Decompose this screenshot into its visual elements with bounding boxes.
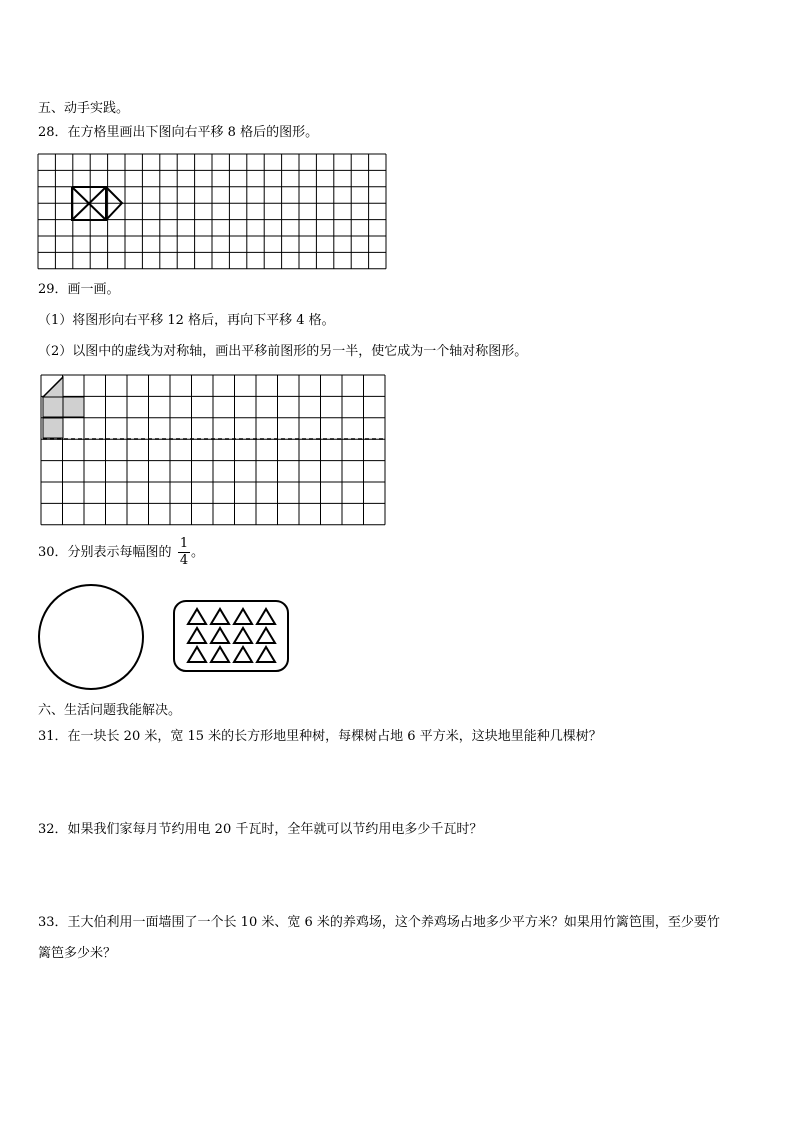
grid-q29 <box>41 375 385 525</box>
triangle-icon <box>257 647 275 662</box>
question-32: 32．如果我们家每月节约用电 20 千瓦时，全年就可以节约用电多少千瓦时？ <box>38 822 483 837</box>
triangle-icon <box>234 647 252 662</box>
triangle-icon <box>234 609 252 624</box>
triangle-icon <box>211 647 229 662</box>
triangle-icon <box>188 609 206 624</box>
triangles-group <box>188 609 275 662</box>
triangle-icon <box>211 628 229 643</box>
question-33-line1: 33．王大伯利用一面墙围了一个长 10 米、宽 6 米的养鸡场，这个养鸡场占地多少平方米？如果用竹篱笆围，至少要竹 <box>38 915 720 930</box>
triangle-icon <box>211 609 229 624</box>
fraction-numerator: 1 <box>179 536 189 551</box>
triangle-icon <box>234 628 252 643</box>
section-6-title: 六、生活问题我能解决。 <box>38 703 182 718</box>
grid-q28 <box>38 154 386 269</box>
question-28: 28．在方格里画出下图向右平移 8 格后的图形。 <box>38 125 319 140</box>
circle-figure <box>39 585 143 689</box>
question-30-suffix: 。 <box>191 545 205 560</box>
question-31: 31．在一块长 20 米，宽 15 米的长方形地里种树，每棵树占地 6 平方米，这块地里能种几棵树？ <box>38 729 602 744</box>
triangle-icon <box>257 628 275 643</box>
half-shape <box>43 377 84 438</box>
triangle-icon <box>188 647 206 662</box>
question-29-title: 29．画一画。 <box>38 282 120 297</box>
triangle-icon <box>257 609 275 624</box>
fraction-denominator: 4 <box>179 553 189 568</box>
question-33-line2: 篱笆多少米？ <box>38 946 117 961</box>
question-29-part1: （1）将图形向右平移 12 格后，再向下平移 4 格。 <box>38 313 335 328</box>
section-5-title: 五、动手实践。 <box>38 101 130 116</box>
question-30-prefix: 30．分别表示每幅图的 <box>38 545 172 560</box>
triangle-icon <box>188 628 206 643</box>
question-29-part2: （2）以图中的虚线为对称轴，画出平移前图形的另一半，使它成为一个轴对称图形。 <box>38 344 528 359</box>
